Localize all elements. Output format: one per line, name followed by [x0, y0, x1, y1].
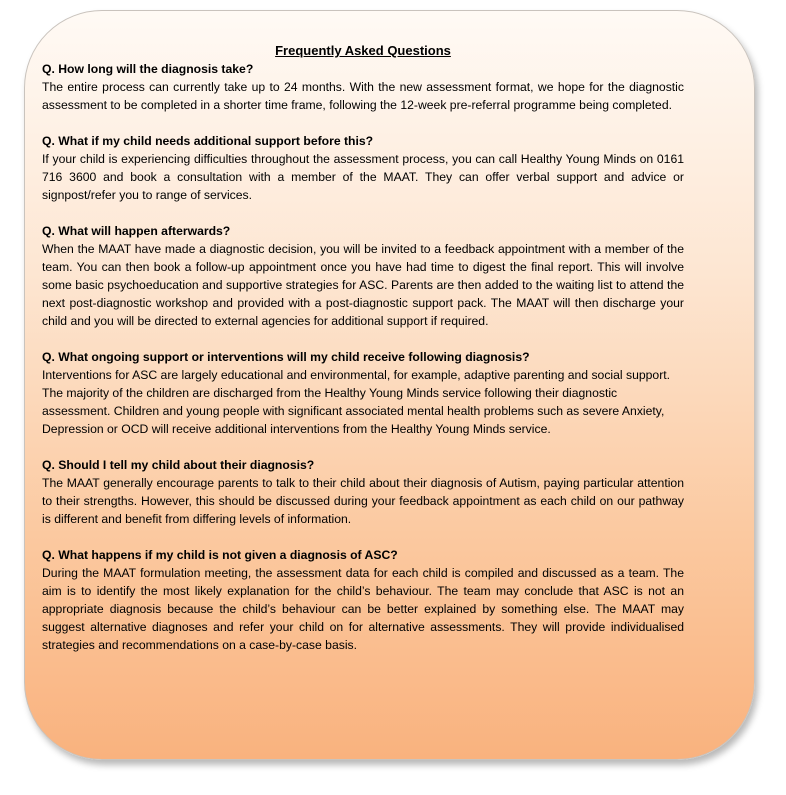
faq-answer: The MAAT generally encourage parents to talk to their child about their diagnosis of Autism, paying particular attention to their strengths. However, this should be discussed during your feedback appointment as each child on our pathway is different and benefit from differing levels of information.	[42, 476, 684, 526]
faq-title: Frequently Asked Questions	[275, 43, 451, 58]
faq-content	[42, 42, 684, 672]
faq-item	[42, 132, 684, 204]
faq-question: Q. What ongoing support or interventions will my child receive following diagnosis?	[42, 350, 530, 364]
faq-answer: The entire process can currently take up to 24 months. With the new assessment format, we hope for the diagnostic assessment to be completed in a shorter time frame, following the 12-week pre-referral programme being completed.	[42, 80, 684, 112]
faq-item	[42, 546, 684, 654]
faq-item	[42, 222, 684, 330]
faq-answer: If your child is experiencing difficulties throughout the assessment process, you can call Healthy Young Minds on 0161 716 3600 and book a consultation with a member of the MAAT. They can offer verbal support and advice or signpost/refer you to range of services.	[42, 152, 684, 202]
faq-answer: During the MAAT formulation meeting, the assessment data for each child is compiled and discussed as a team. The aim is to identify the most likely explanation for the child’s behaviour. The team may conclude that ASC is not an appropriate diagnosis because the child’s behaviour can be better explained by something else. The MAAT may suggest alternative diagnoses and refer your child on for alternative assessments. They will provide individualised strategies and recommendations on a case-by-case basis.	[42, 566, 684, 652]
faq-question: Q. Should I tell my child about their diagnosis?	[42, 458, 315, 472]
faq-item	[42, 456, 684, 528]
faq-question: Q. What will happen afterwards?	[42, 224, 231, 238]
faq-question: Q. How long will the diagnosis take?	[42, 62, 254, 76]
faq-answer: When the MAAT have made a diagnostic decision, you will be invited to a feedback appointment with a member of the team. You can then book a follow-up appointment once you have had time to digest the final report. This will involve some basic psychoeducation and supportive strategies for ASC. Parents are then added to the waiting list to attend the next post-diagnostic workshop and provided with a post-diagnostic support pack. The MAAT will then discharge your child and you will be directed to external agencies for additional support if required.	[42, 242, 684, 328]
faq-answer: Interventions for ASC are largely educational and environmental, for example, adaptive parenting and social support. The majority of the children are discharged from the Healthy Young Minds service following their diagnostic assessment. Children and young people with significant associated mental health problems such as severe Anxiety, Depression or OCD will receive additional interventions from the Healthy Young Minds service.	[42, 368, 671, 436]
faq-question: Q. What happens if my child is not given a diagnosis of ASC?	[42, 548, 398, 562]
faq-item	[42, 60, 684, 114]
faq-question: Q. What if my child needs additional support before this?	[42, 134, 374, 148]
faq-item	[42, 348, 684, 438]
